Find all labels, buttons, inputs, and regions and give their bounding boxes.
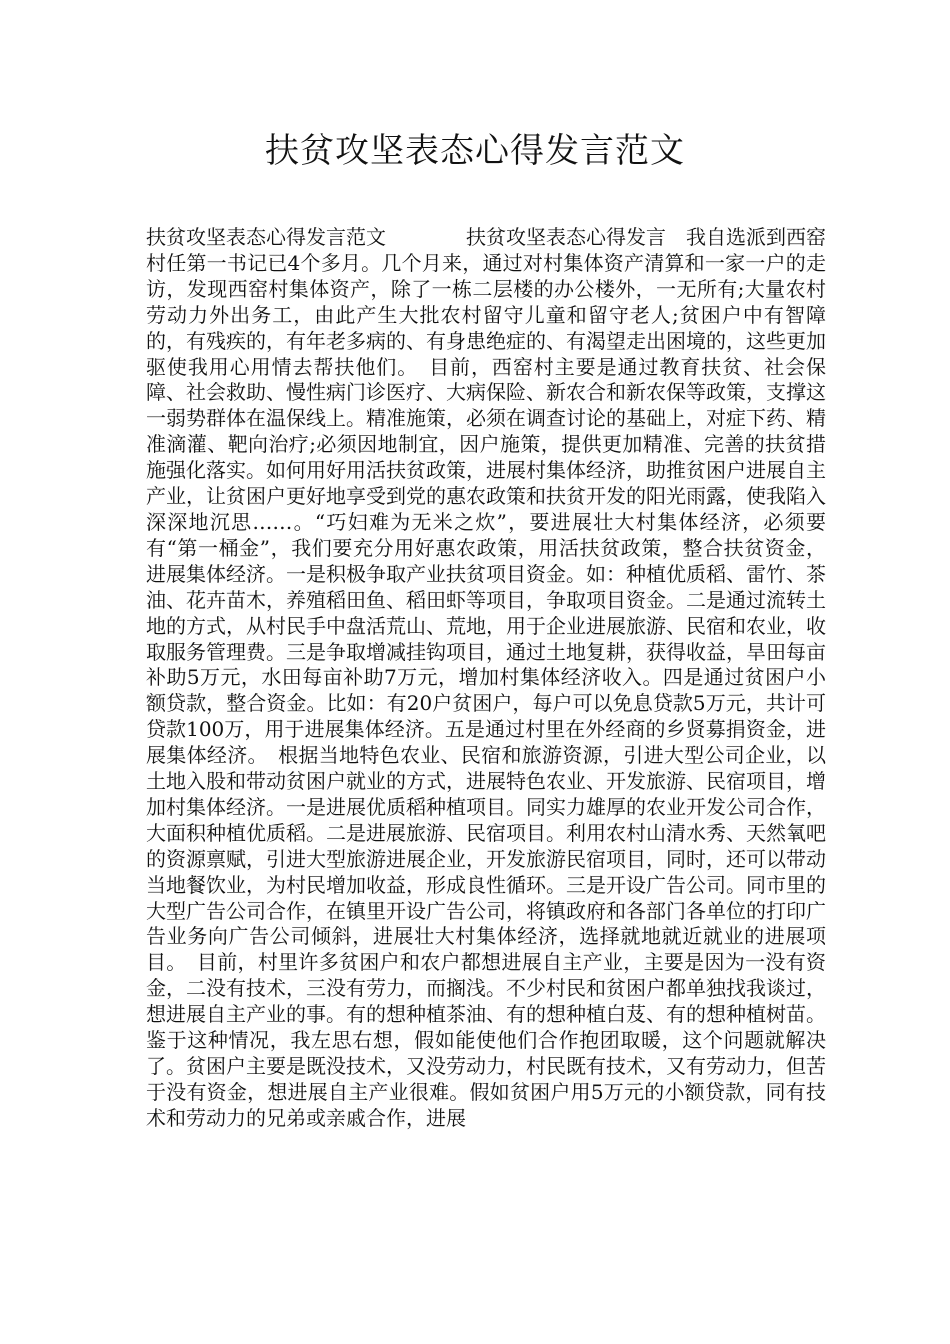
document-body: 扶贫攻坚表态心得发言范文 扶贫攻坚表态心得发言 我自选派到西窑村任第一书记已4个多月。几个月来，通过对村集体资产清算和一家一户的走访，发现西窑村集体资产，除了一栋二层楼的办公楼外，一无所有;大量农村劳动力外出务工，由此产生大批农村留守儿童和留守老人;贫困户中有智障的，有残疾的，有年老多病的、有身患绝症的、有渴望走出困境的，这些更加驱使我用心用情去帮扶他们。 目前，西窑村主要是通过教育扶贫、社会保障、社会救助、慢性病门诊医疗、大病保险、新农合和新农保等政策，支撑这一弱势群体在温保线上。精准施策，必须在调查讨论的基础上，对症下药、精准滴灌、靶向治疗;必须因地制宜，因户施策，提供更加精准、完善的扶贫措施强化落实。如何用好用活扶贫政策，进展村集体经济，助推贫困户进展自主产业，让贫困户更好地享受到党的惠农政策和扶贫开发的阳光雨露，使我陷入深深地沉思……。“巧妇难为无米之炊”，要进展壮大村集体经济，必须要有“第一桶金”，我们要充分用好惠农政策，用活扶贫政策，整合扶贫资金，进展集体经济。一是积极争取产业扶贫项目资金。如：种植优质稻、雷竹、茶油、花卉苗木，养殖稻田鱼、稻田虾等项目，争取项目资金。二是通过流转土地的方式，从村民手中盘活荒山、荒地，用于企业进展旅游、民宿和农业，收取服务管理费。三是争取增减挂钩项目，通过土地复耕，获得收益，旱田每亩补助5万元，水田每亩补助7万元，增加村集体经济收入。四是通过贫困户小额贷款，整合资金。比如：有20户贫困户，每户可以免息贷款5万元，共计可贷款100万，用于进展集体经济。五是通过村里在外经商的乡贤募捐资金，进展集体经济。 根据当地特色农业、民宿和旅游资源，引进大型公司企业，以土地入股和带动贫困户就业的方式，进展特色农业、开发旅游、民宿项目，增加村集体经济。一是进展优质稻种植项目。同实力雄厚的农业开发公司合作，大面积种植优质稻。二是进展旅游、民宿项目。利用农村山清水秀、天然氧吧的资源禀赋，引进大型旅游进展企业，开发旅游民宿项目，同时，还可以带动当地餐饮业，为村民增加收益，形成良性循环。三是开设广告公司。同市里的大型广告公司合作，在镇里开设广告公司，将镇政府和各部门各单位的打印广告业务向广告公司倾斜，进展壮大村集体经济，选择就地就近就业的进展项目。 目前，村里许多贫困户和农户都想进展自主产业，主要是因为一没有资金，二没有技术，三没有劳力，而搁浅。不少村民和贫困户都单独找我谈过，想进展自主产业的事。有的想种植茶油、有的想种植白芨、有的想种植树苗。鉴于这种情况，我左思右想，假如能使他们合作抱团取暖，这个问题就解决了。贫困户主要是既没技术，又没劳动力，村民既有技术，又有劳动力，但苦于没有资金，想进展自主产业很难。假如贫困户用5万元的小额贷款，同有技术和劳动力的兄弟或亲戚合作，进展 [146, 225, 826, 1130]
document-title: 扶贫攻坚表态心得发言范文 [265, 131, 685, 171]
